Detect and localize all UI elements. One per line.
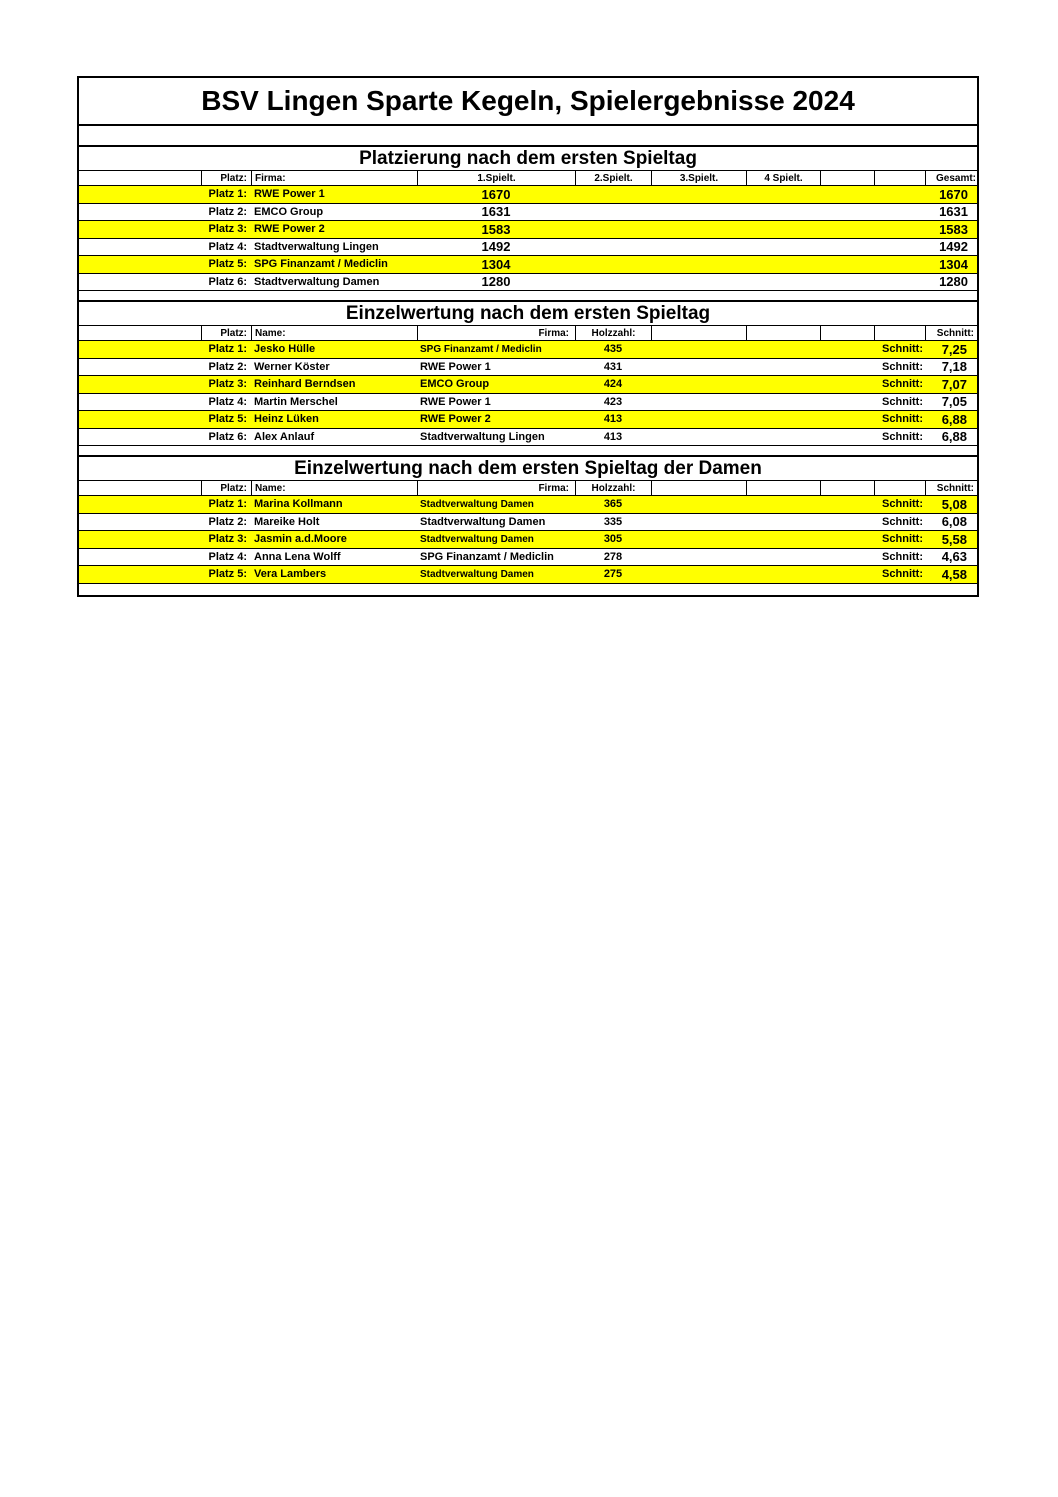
- platz-cell: Platz 6:: [208, 275, 247, 288]
- firma-cell: Stadtverwaltung Damen: [254, 275, 380, 288]
- einzel-row: [79, 376, 977, 394]
- name-cell: Jasmin a.d.Moore: [254, 533, 347, 546]
- holzzahl-cell: 423: [603, 395, 623, 408]
- damen-row: [79, 566, 977, 584]
- team-row: [79, 239, 977, 257]
- einzel-row: [79, 394, 977, 412]
- spiel-1-cell: 1280: [481, 274, 511, 290]
- team-header-row: [79, 171, 977, 186]
- spiel-4-cell: [746, 186, 820, 203]
- name-cell: Vera Lambers: [254, 568, 327, 581]
- header-empty: [874, 326, 925, 340]
- spiel-2-cell: [575, 186, 651, 203]
- empty-cell: [746, 531, 820, 548]
- firma-cell: SPG Finanzamt / Mediclin: [254, 258, 388, 271]
- schnitt-value-cell: 6,88: [941, 411, 967, 427]
- platz-cell: Platz 4:: [208, 240, 247, 253]
- empty-cell: [820, 394, 874, 411]
- firma-cell: Stadtverwaltung Lingen: [420, 430, 545, 443]
- schnitt-value-cell: 5,58: [941, 531, 967, 547]
- name-cell: Mareike Holt: [254, 515, 320, 528]
- margin-cell: [79, 394, 201, 411]
- empty-cell: [746, 496, 820, 513]
- schnitt-value-cell: 4,63: [941, 549, 967, 565]
- spiel-3-cell: [651, 186, 746, 203]
- schnitt-value-cell: 6,88: [941, 429, 967, 445]
- name-cell: Alex Anlauf: [254, 430, 315, 443]
- empty-cell: [651, 376, 746, 393]
- schnitt-value-cell: 7,18: [941, 359, 967, 375]
- empty-cell: [820, 514, 874, 531]
- schnitt-label-cell: Schnitt:: [882, 395, 923, 408]
- header-empty: [820, 481, 874, 495]
- margin-cell: [79, 411, 201, 428]
- header-firma: Firma:: [417, 326, 575, 340]
- empty-cell: [874, 239, 925, 256]
- header-empty-1: [820, 171, 874, 185]
- spiel-1-cell: 1583: [481, 221, 511, 237]
- platz-cell: Platz 2:: [208, 205, 247, 218]
- margin-cell: [79, 566, 201, 583]
- schnitt-label-cell: Schnitt:: [882, 498, 923, 511]
- name-cell: Anna Lena Wolff: [254, 550, 341, 563]
- header-firma: Firma:: [251, 171, 417, 185]
- empty-cell: [820, 186, 874, 203]
- spiel-4-cell: [746, 221, 820, 238]
- empty-cell: [651, 566, 746, 583]
- spiel-2-cell: [575, 274, 651, 291]
- schnitt-label-cell: Schnitt:: [882, 515, 923, 528]
- header-empty: [746, 326, 820, 340]
- firma-cell: RWE Power 2: [254, 223, 325, 236]
- page-title: BSV Lingen Sparte Kegeln, Spielergebnisse 2024: [79, 78, 977, 126]
- empty-cell: [746, 411, 820, 428]
- empty-cell: [820, 221, 874, 238]
- firma-cell: SPG Finanzamt / Mediclin: [420, 550, 554, 563]
- empty-cell: [651, 341, 746, 358]
- header-holzzahl: Holzzahl:: [575, 481, 651, 495]
- empty-cell: [651, 429, 746, 446]
- empty-cell: [651, 496, 746, 513]
- spiel-2-cell: [575, 204, 651, 221]
- schnitt-value-cell: 5,08: [941, 496, 967, 512]
- empty-cell: [820, 531, 874, 548]
- empty-cell: [651, 531, 746, 548]
- schnitt-label-cell: Schnitt:: [882, 360, 923, 373]
- margin-cell: [79, 274, 201, 291]
- platz-cell: Platz 2:: [208, 515, 247, 528]
- empty-cell: [746, 514, 820, 531]
- firma-cell: SPG Finanzamt / Mediclin: [420, 343, 542, 355]
- empty-cell: [820, 274, 874, 291]
- spacer-row: [79, 584, 977, 595]
- firma-cell: Stadtverwaltung Lingen: [254, 240, 379, 253]
- holzzahl-cell: 278: [603, 550, 623, 563]
- platz-cell: Platz 1:: [208, 498, 247, 511]
- spiel-3-cell: [651, 204, 746, 221]
- margin-cell: [79, 186, 201, 203]
- damen-row: [79, 531, 977, 549]
- spacer-row: [79, 446, 977, 457]
- spiel-1-cell: 1492: [481, 239, 511, 255]
- margin-cell: [79, 359, 201, 376]
- team-row: [79, 186, 977, 204]
- firma-cell: RWE Power 2: [420, 413, 491, 426]
- header-schnitt: Schnitt:: [925, 481, 977, 495]
- holzzahl-cell: 431: [603, 360, 623, 373]
- schnitt-label-cell: Schnitt:: [882, 568, 923, 581]
- margin-cell: [79, 531, 201, 548]
- firma-cell: EMCO Group: [254, 205, 324, 218]
- empty-cell: [874, 186, 925, 203]
- gesamt-cell: 1583: [939, 221, 968, 237]
- name-cell: Reinhard Berndsen: [254, 378, 356, 391]
- spiel-4-cell: [746, 274, 820, 291]
- header-spiel-4: 4 Spielt.: [746, 171, 820, 185]
- schnitt-value-cell: 7,25: [941, 341, 967, 357]
- empty-cell: [820, 376, 874, 393]
- schnitt-value-cell: 6,08: [941, 514, 967, 530]
- platz-cell: Platz 1:: [208, 343, 247, 356]
- header-gesamt: Gesamt:: [925, 171, 977, 185]
- empty-cell: [820, 341, 874, 358]
- empty-cell: [820, 549, 874, 566]
- header-empty: [651, 326, 746, 340]
- holzzahl-cell: 413: [603, 430, 623, 443]
- firma-cell: Stadtverwaltung Damen: [420, 533, 534, 545]
- empty-cell: [746, 359, 820, 376]
- platz-cell: Platz 6:: [208, 430, 247, 443]
- platz-cell: Platz 2:: [208, 360, 247, 373]
- header-name: Name:: [251, 326, 417, 340]
- platz-cell: Platz 5:: [208, 258, 247, 271]
- einzel-section-title: Einzelwertung nach dem ersten Spieltag: [79, 302, 977, 326]
- empty-cell: [820, 411, 874, 428]
- header-empty: [651, 481, 746, 495]
- empty-cell: [746, 566, 820, 583]
- empty-cell: [820, 566, 874, 583]
- empty-cell: [820, 496, 874, 513]
- margin-cell: [79, 481, 201, 495]
- damen-row: [79, 549, 977, 567]
- holzzahl-cell: 424: [603, 378, 623, 391]
- spiel-4-cell: [746, 239, 820, 256]
- margin-cell: [79, 429, 201, 446]
- gesamt-cell: 1492: [939, 239, 968, 255]
- header-empty: [874, 481, 925, 495]
- team-row: [79, 204, 977, 222]
- margin-cell: [79, 256, 201, 273]
- schnitt-value-cell: 7,05: [941, 394, 967, 410]
- holzzahl-cell: 365: [603, 498, 623, 511]
- header-holzzahl: Holzzahl:: [575, 326, 651, 340]
- empty-cell: [651, 394, 746, 411]
- empty-cell: [874, 204, 925, 221]
- einzel-header-row: [79, 326, 977, 341]
- empty-cell: [746, 376, 820, 393]
- header-spiel-2: 2.Spielt.: [575, 171, 651, 185]
- empty-cell: [746, 394, 820, 411]
- empty-cell: [651, 549, 746, 566]
- holzzahl-cell: 275: [603, 568, 623, 581]
- header-empty: [746, 481, 820, 495]
- name-cell: Marina Kollmann: [254, 498, 343, 511]
- spiel-2-cell: [575, 256, 651, 273]
- schnitt-label-cell: Schnitt:: [882, 343, 923, 356]
- spiel-3-cell: [651, 256, 746, 273]
- margin-cell: [79, 171, 201, 185]
- header-schnitt: Schnitt:: [925, 326, 977, 340]
- gesamt-cell: 1304: [939, 256, 968, 272]
- spiel-4-cell: [746, 204, 820, 221]
- empty-cell: [820, 359, 874, 376]
- gesamt-cell: 1280: [939, 274, 968, 290]
- spiel-2-cell: [575, 221, 651, 238]
- gesamt-cell: 1631: [939, 204, 968, 220]
- spacer-row: [79, 126, 977, 147]
- spiel-3-cell: [651, 221, 746, 238]
- empty-cell: [651, 411, 746, 428]
- holzzahl-cell: 305: [603, 533, 623, 546]
- schnitt-value-cell: 7,07: [941, 376, 967, 392]
- results-sheet: [77, 76, 979, 597]
- margin-cell: [79, 341, 201, 358]
- margin-cell: [79, 221, 201, 238]
- platz-cell: Platz 5:: [208, 568, 247, 581]
- empty-cell: [820, 256, 874, 273]
- schnitt-label-cell: Schnitt:: [882, 413, 923, 426]
- firma-cell: RWE Power 1: [420, 395, 491, 408]
- spiel-1-cell: 1631: [481, 204, 511, 220]
- firma-cell: Stadtverwaltung Damen: [420, 498, 534, 510]
- header-empty: [820, 326, 874, 340]
- header-empty-2: [874, 171, 925, 185]
- platz-cell: Platz 3:: [208, 378, 247, 391]
- name-cell: Heinz Lüken: [254, 413, 319, 426]
- margin-cell: [79, 239, 201, 256]
- team-row: [79, 221, 977, 239]
- empty-cell: [651, 514, 746, 531]
- platz-cell: Platz 1:: [208, 188, 247, 201]
- header-platz: Platz:: [201, 326, 251, 340]
- schnitt-label-cell: Schnitt:: [882, 550, 923, 563]
- empty-cell: [820, 239, 874, 256]
- holzzahl-cell: 435: [603, 343, 623, 356]
- einzel-row: [79, 411, 977, 429]
- header-name: Name:: [251, 481, 417, 495]
- schnitt-label-cell: Schnitt:: [882, 533, 923, 546]
- margin-cell: [79, 326, 201, 340]
- einzel-row: [79, 429, 977, 447]
- team-section-title: Platzierung nach dem ersten Spieltag: [79, 147, 977, 171]
- holzzahl-cell: 335: [603, 515, 623, 528]
- name-cell: Jesko Hülle: [254, 343, 316, 356]
- schnitt-label-cell: Schnitt:: [882, 430, 923, 443]
- spiel-1-cell: 1304: [481, 256, 511, 272]
- damen-header-row: [79, 481, 977, 496]
- team-row: [79, 274, 977, 292]
- firma-cell: RWE Power 1: [254, 188, 325, 201]
- empty-cell: [874, 221, 925, 238]
- spiel-3-cell: [651, 239, 746, 256]
- empty-cell: [820, 204, 874, 221]
- platz-cell: Platz 4:: [208, 395, 247, 408]
- empty-cell: [874, 274, 925, 291]
- team-row: [79, 256, 977, 274]
- spiel-2-cell: [575, 239, 651, 256]
- header-platz: Platz:: [201, 481, 251, 495]
- empty-cell: [874, 256, 925, 273]
- name-cell: Werner Köster: [254, 360, 330, 373]
- damen-row: [79, 514, 977, 532]
- empty-cell: [820, 429, 874, 446]
- platz-cell: Platz 3:: [208, 223, 247, 236]
- empty-cell: [746, 341, 820, 358]
- damen-section-title: Einzelwertung nach dem ersten Spieltag der Damen: [79, 457, 977, 481]
- empty-cell: [651, 359, 746, 376]
- margin-cell: [79, 514, 201, 531]
- empty-cell: [746, 549, 820, 566]
- schnitt-label-cell: Schnitt:: [882, 378, 923, 391]
- margin-cell: [79, 204, 201, 221]
- platz-cell: Platz 5:: [208, 413, 247, 426]
- spiel-4-cell: [746, 256, 820, 273]
- margin-cell: [79, 549, 201, 566]
- einzel-row: [79, 359, 977, 377]
- margin-cell: [79, 496, 201, 513]
- header-spiel-3: 3.Spielt.: [651, 171, 746, 185]
- firma-cell: Stadtverwaltung Damen: [420, 515, 546, 528]
- spiel-3-cell: [651, 274, 746, 291]
- name-cell: Martin Merschel: [254, 395, 338, 408]
- holzzahl-cell: 413: [603, 413, 623, 426]
- empty-cell: [746, 429, 820, 446]
- spacer-row: [79, 291, 977, 302]
- platz-cell: Platz 4:: [208, 550, 247, 563]
- damen-row: [79, 496, 977, 514]
- header-platz: Platz:: [201, 171, 251, 185]
- firma-cell: Stadtverwaltung Damen: [420, 568, 534, 580]
- platz-cell: Platz 3:: [208, 533, 247, 546]
- firma-cell: RWE Power 1: [420, 360, 491, 373]
- header-firma: Firma:: [417, 481, 575, 495]
- einzel-row: [79, 341, 977, 359]
- firma-cell: EMCO Group: [420, 378, 490, 391]
- gesamt-cell: 1670: [939, 186, 968, 202]
- margin-cell: [79, 376, 201, 393]
- schnitt-value-cell: 4,58: [941, 566, 967, 582]
- header-spiel-1: 1.Spielt.: [417, 171, 575, 185]
- spiel-1-cell: 1670: [481, 186, 511, 202]
